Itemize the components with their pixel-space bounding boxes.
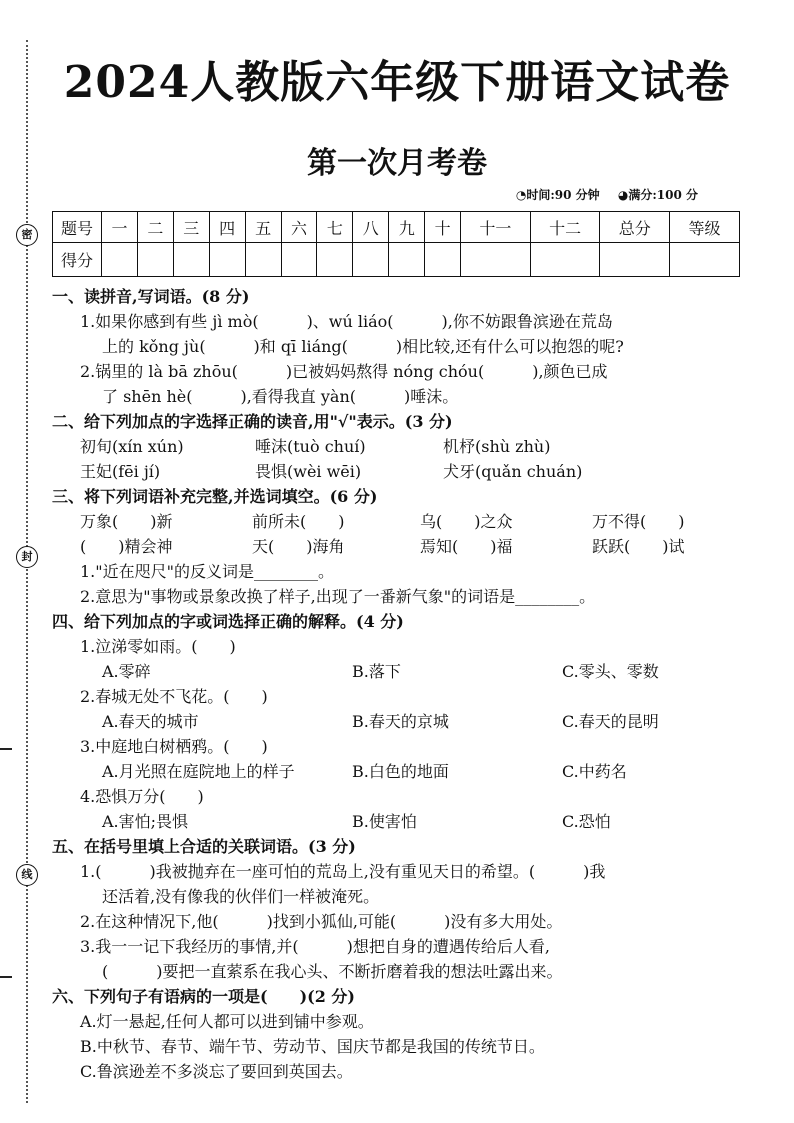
page-title: 2024人教版六年级下册语文试卷 [63,57,731,108]
word-blank[interactable]: 万不得( ) [592,512,685,531]
page-subtitle: 第一次月考卷 [307,146,487,181]
word-blank[interactable]: 焉知( )福 [420,537,513,556]
question-line: 1."近在咫尺"的反义词是________。 [80,562,334,581]
score-cell[interactable] [389,243,425,277]
score-cell[interactable] [209,243,245,277]
choice-a[interactable]: A.春天的城市 [102,712,199,731]
score-cell[interactable] [245,243,281,277]
score-table [52,211,740,277]
header-cell: 等级 [670,212,740,243]
word-row [52,534,752,559]
header-cell: 四 [209,212,245,243]
question-line: 还活着,没有像我的伙伴们一样被淹死。 [102,887,380,906]
word-blank[interactable]: 乌( )之众 [420,512,513,531]
question-line: 2.锅里的 là bā zhōu( )已被妈妈熬得 nóng chóu( ),颜色已成 [80,362,608,381]
pinyin-option[interactable]: 犬牙(quǎn chuán) [443,462,583,481]
pinyin-option[interactable]: 王妃(fēi jí) [80,462,161,481]
pinyin-option[interactable]: 畏惧(wèi wēi) [255,462,362,481]
section-heading: 四、给下列加点的字或词选择正确的解释。(4 分) [52,612,404,631]
header-cell: 六 [281,212,317,243]
word-row [52,509,752,534]
question-line: 1.如果你感到有些 jì mò( )、wú liáo( ),你不妨跟鲁滨逊在荒岛 [80,312,613,331]
section-heading: 二、给下列加点的字选择正确的读音,用"√"表示。(3 分) [52,412,453,431]
question-line: 3.我一一记下我经历的事情,并( )想把自身的遭遇传给后人看, [80,937,550,956]
section-heading: 六、下列句子有语病的一项是( )(2 分) [52,987,355,1006]
score-cell[interactable] [353,243,389,277]
pinyin-option[interactable]: 初旬(xín xún) [80,437,184,456]
score-header-row [53,212,740,243]
option-row [52,459,752,484]
pinyin-option[interactable]: 机杼(shù zhù) [443,437,551,456]
header-cell: 七 [317,212,353,243]
score-cell[interactable] [281,243,317,277]
question-line: 1.泣涕零如雨。( ) [80,637,236,656]
header-cell: 十 [425,212,461,243]
header-cell: 十一 [461,212,531,243]
margin-tick [0,976,12,978]
header-cell: 二 [137,212,173,243]
choice-row [52,709,752,734]
choice-b[interactable]: B.使害怕 [352,812,417,831]
question-line: 上的 kǒng jù( )和 qī liáng( )相比较,还有什么可以抱怨的呢? [102,337,624,356]
exam-meta [502,186,698,203]
word-blank[interactable]: ( )精会神 [80,537,173,556]
seal-mark: 线 [16,864,38,886]
choice-c[interactable]: C.中药名 [562,762,627,781]
choice-row [52,659,752,684]
option-row [52,434,752,459]
word-blank[interactable]: 万象( )新 [80,512,173,531]
seal-mark: 密 [16,224,38,246]
word-blank[interactable]: 跃跃( )试 [592,537,685,556]
header-cell: 一 [102,212,138,243]
score-cell[interactable] [425,243,461,277]
question-line: ( )要把一直萦系在我心头、不断折磨着我的想法吐露出来。 [102,962,563,981]
header-cell: 八 [353,212,389,243]
choice-a[interactable]: A.灯一悬起,任何人都可以进到铺中参观。 [80,1012,374,1031]
choice-c[interactable]: C.恐怕 [562,812,611,831]
score-cell[interactable] [317,243,353,277]
header-cell: 题号 [53,212,102,243]
choice-b[interactable]: B.中秋节、春节、端午节、劳动节、国庆节都是我国的传统节日。 [80,1037,545,1056]
pinyin-option[interactable]: 唾沫(tuò chuí) [255,437,366,456]
choice-b[interactable]: B.落下 [352,662,401,681]
margin-tick [0,748,12,750]
exam-content [52,284,752,1084]
question-line: 4.恐惧万分( ) [80,787,204,806]
choice-row [52,759,752,784]
question-line: 2.春城无处不飞花。( ) [80,687,268,706]
score-cell[interactable] [530,243,600,277]
word-blank[interactable]: 前所未( ) [252,512,345,531]
time-limit: ◔时间:90 分钟 [515,188,600,202]
question-line: 2.在这种情况下,他( )找到小狐仙,可能( )没有多大用处。 [80,912,563,931]
score-cell[interactable] [670,243,740,277]
choice-c[interactable]: C.春天的昆明 [562,712,659,731]
header-cell: 十二 [530,212,600,243]
question-line: 2.意思为"事物或景象改换了样子,出现了一番新气象"的词语是________。 [80,587,596,606]
score-cell[interactable] [102,243,138,277]
choice-b[interactable]: B.白色的地面 [352,762,449,781]
row-label: 得分 [53,243,102,277]
score-cell[interactable] [600,243,670,277]
score-cell[interactable] [137,243,173,277]
header-cell: 三 [173,212,209,243]
question-line: 了 shēn hè( ),看得我直 yàn( )唾沫。 [102,387,459,406]
score-entry-row [53,243,740,277]
section-heading: 五、在括号里填上合适的关联词语。(3 分) [52,837,356,856]
question-line: 1.( )我被抛弃在一座可怕的荒岛上,没有重见天日的希望。( )我 [80,862,606,881]
score-cell[interactable] [461,243,531,277]
score-cell[interactable] [173,243,209,277]
question-line: 3.中庭地白树栖鸦。( ) [80,737,268,756]
choice-a[interactable]: A.零碎 [102,662,151,681]
section-heading: 三、将下列词语补充完整,并选词填空。(6 分) [52,487,378,506]
header-cell: 九 [389,212,425,243]
header-cell: 五 [245,212,281,243]
choice-c[interactable]: C.零头、零数 [562,662,659,681]
binding-line [26,40,28,1103]
choice-b[interactable]: B.春天的京城 [352,712,449,731]
header-cell: 总分 [600,212,670,243]
full-score: ◕满分:100 分 [617,188,698,202]
choice-row [52,809,752,834]
choice-a[interactable]: A.害怕;畏惧 [102,812,189,831]
seal-mark: 封 [16,546,38,568]
choice-c[interactable]: C.鲁滨逊差不多淡忘了要回到英国去。 [80,1062,353,1081]
section-heading: 一、读拼音,写词语。(8 分) [52,287,250,306]
word-blank[interactable]: 天( )海角 [252,537,345,556]
choice-a[interactable]: A.月光照在庭院地上的样子 [102,762,295,781]
